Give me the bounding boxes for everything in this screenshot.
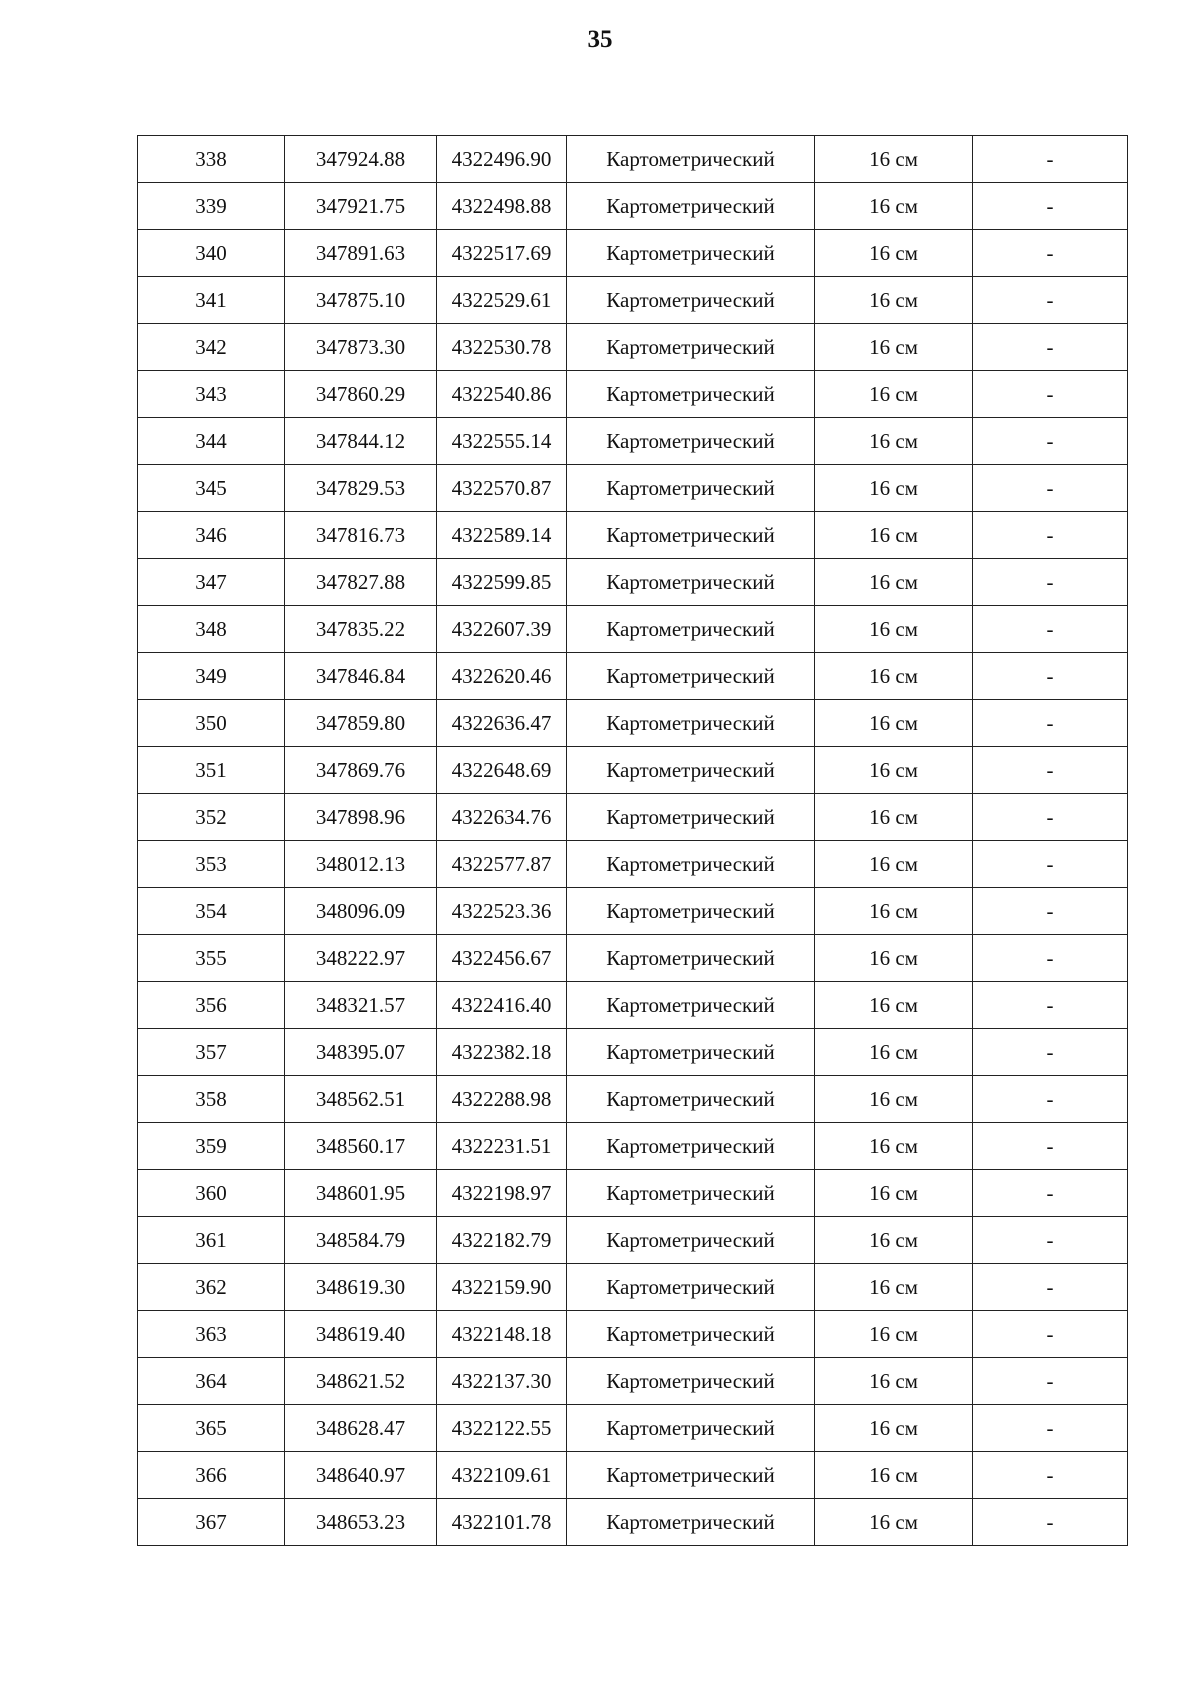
description-cell: -: [973, 700, 1128, 747]
accuracy-cell: 16 см: [815, 1405, 973, 1452]
table-row: [138, 183, 1128, 230]
y-coordinate-cell: 4322529.61: [437, 277, 567, 324]
table-row: [138, 1170, 1128, 1217]
description-cell: -: [973, 183, 1128, 230]
y-coordinate-cell: 4322498.88: [437, 183, 567, 230]
accuracy-cell: 16 см: [815, 1452, 973, 1499]
accuracy-cell: 16 см: [815, 1123, 973, 1170]
table-row: [138, 559, 1128, 606]
accuracy-cell: 16 см: [815, 700, 973, 747]
method-cell: Картометрический: [567, 136, 815, 183]
description-cell: -: [973, 606, 1128, 653]
table-row: [138, 888, 1128, 935]
accuracy-cell: 16 см: [815, 277, 973, 324]
point-number-cell: 362: [138, 1264, 285, 1311]
method-cell: Картометрический: [567, 512, 815, 559]
accuracy-cell: 16 см: [815, 841, 973, 888]
coordinates-table: [137, 135, 1128, 1546]
y-coordinate-cell: 4322530.78: [437, 324, 567, 371]
x-coordinate-cell: 347844.12: [285, 418, 437, 465]
y-coordinate-cell: 4322570.87: [437, 465, 567, 512]
table-row: [138, 324, 1128, 371]
accuracy-cell: 16 см: [815, 1076, 973, 1123]
point-number-cell: 346: [138, 512, 285, 559]
method-cell: Картометрический: [567, 1264, 815, 1311]
point-number-cell: 341: [138, 277, 285, 324]
x-coordinate-cell: 348562.51: [285, 1076, 437, 1123]
method-cell: Картометрический: [567, 794, 815, 841]
method-cell: Картометрический: [567, 324, 815, 371]
x-coordinate-cell: 347859.80: [285, 700, 437, 747]
point-number-cell: 358: [138, 1076, 285, 1123]
accuracy-cell: 16 см: [815, 1029, 973, 1076]
table-row: [138, 418, 1128, 465]
table-row: [138, 935, 1128, 982]
table-row: [138, 794, 1128, 841]
x-coordinate-cell: 347873.30: [285, 324, 437, 371]
accuracy-cell: 16 см: [815, 1264, 973, 1311]
table-row: [138, 1029, 1128, 1076]
x-coordinate-cell: 347835.22: [285, 606, 437, 653]
accuracy-cell: 16 см: [815, 1217, 973, 1264]
x-coordinate-cell: 348621.52: [285, 1358, 437, 1405]
point-number-cell: 339: [138, 183, 285, 230]
accuracy-cell: 16 см: [815, 794, 973, 841]
accuracy-cell: 16 см: [815, 653, 973, 700]
x-coordinate-cell: 347891.63: [285, 230, 437, 277]
method-cell: Картометрический: [567, 888, 815, 935]
table-row: [138, 653, 1128, 700]
y-coordinate-cell: 4322231.51: [437, 1123, 567, 1170]
description-cell: -: [973, 1499, 1128, 1546]
y-coordinate-cell: 4322198.97: [437, 1170, 567, 1217]
y-coordinate-cell: 4322555.14: [437, 418, 567, 465]
point-number-cell: 345: [138, 465, 285, 512]
page-number: 35: [587, 26, 613, 53]
y-coordinate-cell: 4322109.61: [437, 1452, 567, 1499]
x-coordinate-cell: 347827.88: [285, 559, 437, 606]
method-cell: Картометрический: [567, 606, 815, 653]
accuracy-cell: 16 см: [815, 183, 973, 230]
point-number-cell: 349: [138, 653, 285, 700]
point-number-cell: 367: [138, 1499, 285, 1546]
x-coordinate-cell: 348619.30: [285, 1264, 437, 1311]
description-cell: -: [973, 324, 1128, 371]
y-coordinate-cell: 4322648.69: [437, 747, 567, 794]
table-row: [138, 700, 1128, 747]
description-cell: -: [973, 418, 1128, 465]
method-cell: Картометрический: [567, 982, 815, 1029]
method-cell: Картометрический: [567, 1405, 815, 1452]
accuracy-cell: 16 см: [815, 230, 973, 277]
point-number-cell: 344: [138, 418, 285, 465]
description-cell: -: [973, 1405, 1128, 1452]
x-coordinate-cell: 348096.09: [285, 888, 437, 935]
y-coordinate-cell: 4322382.18: [437, 1029, 567, 1076]
description-cell: -: [973, 1217, 1128, 1264]
point-number-cell: 356: [138, 982, 285, 1029]
table-row: [138, 230, 1128, 277]
description-cell: -: [973, 747, 1128, 794]
description-cell: -: [973, 1029, 1128, 1076]
point-number-cell: 355: [138, 935, 285, 982]
x-coordinate-cell: 348584.79: [285, 1217, 437, 1264]
point-number-cell: 342: [138, 324, 285, 371]
method-cell: Картометрический: [567, 700, 815, 747]
accuracy-cell: 16 см: [815, 465, 973, 512]
y-coordinate-cell: 4322182.79: [437, 1217, 567, 1264]
description-cell: -: [973, 277, 1128, 324]
y-coordinate-cell: 4322496.90: [437, 136, 567, 183]
point-number-cell: 365: [138, 1405, 285, 1452]
y-coordinate-cell: 4322636.47: [437, 700, 567, 747]
table-row: [138, 1123, 1128, 1170]
y-coordinate-cell: 4322540.86: [437, 371, 567, 418]
point-number-cell: 351: [138, 747, 285, 794]
point-number-cell: 340: [138, 230, 285, 277]
table-row: [138, 1499, 1128, 1546]
y-coordinate-cell: 4322620.46: [437, 653, 567, 700]
method-cell: Картометрический: [567, 747, 815, 794]
description-cell: -: [973, 1076, 1128, 1123]
accuracy-cell: 16 см: [815, 935, 973, 982]
table-row: [138, 1264, 1128, 1311]
table-row: [138, 1076, 1128, 1123]
method-cell: Картометрический: [567, 1076, 815, 1123]
method-cell: Картометрический: [567, 465, 815, 512]
x-coordinate-cell: 348395.07: [285, 1029, 437, 1076]
y-coordinate-cell: 4322122.55: [437, 1405, 567, 1452]
point-number-cell: 343: [138, 371, 285, 418]
y-coordinate-cell: 4322148.18: [437, 1311, 567, 1358]
accuracy-cell: 16 см: [815, 324, 973, 371]
table-row: [138, 1358, 1128, 1405]
x-coordinate-cell: 347924.88: [285, 136, 437, 183]
description-cell: -: [973, 559, 1128, 606]
y-coordinate-cell: 4322416.40: [437, 982, 567, 1029]
method-cell: Картометрический: [567, 183, 815, 230]
description-cell: -: [973, 136, 1128, 183]
y-coordinate-cell: 4322634.76: [437, 794, 567, 841]
x-coordinate-cell: 348628.47: [285, 1405, 437, 1452]
point-number-cell: 359: [138, 1123, 285, 1170]
accuracy-cell: 16 см: [815, 1170, 973, 1217]
y-coordinate-cell: 4322456.67: [437, 935, 567, 982]
method-cell: Картометрический: [567, 418, 815, 465]
table-row: [138, 371, 1128, 418]
table-row: [138, 465, 1128, 512]
x-coordinate-cell: 347860.29: [285, 371, 437, 418]
accuracy-cell: 16 см: [815, 371, 973, 418]
accuracy-cell: 16 см: [815, 888, 973, 935]
y-coordinate-cell: 4322577.87: [437, 841, 567, 888]
table-row: [138, 606, 1128, 653]
point-number-cell: 338: [138, 136, 285, 183]
coordinates-table-body: [138, 136, 1128, 1546]
table-row: [138, 512, 1128, 559]
x-coordinate-cell: 347898.96: [285, 794, 437, 841]
point-number-cell: 347: [138, 559, 285, 606]
method-cell: Картометрический: [567, 559, 815, 606]
table-row: [138, 1452, 1128, 1499]
x-coordinate-cell: 347846.84: [285, 653, 437, 700]
description-cell: -: [973, 230, 1128, 277]
x-coordinate-cell: 348321.57: [285, 982, 437, 1029]
x-coordinate-cell: 348640.97: [285, 1452, 437, 1499]
accuracy-cell: 16 см: [815, 418, 973, 465]
point-number-cell: 361: [138, 1217, 285, 1264]
point-number-cell: 357: [138, 1029, 285, 1076]
description-cell: -: [973, 841, 1128, 888]
x-coordinate-cell: 348653.23: [285, 1499, 437, 1546]
method-cell: Картометрический: [567, 1499, 815, 1546]
method-cell: Картометрический: [567, 1170, 815, 1217]
description-cell: -: [973, 1358, 1128, 1405]
x-coordinate-cell: 348222.97: [285, 935, 437, 982]
description-cell: -: [973, 1311, 1128, 1358]
point-number-cell: 350: [138, 700, 285, 747]
accuracy-cell: 16 см: [815, 1358, 973, 1405]
table-row: [138, 747, 1128, 794]
accuracy-cell: 16 см: [815, 747, 973, 794]
y-coordinate-cell: 4322159.90: [437, 1264, 567, 1311]
y-coordinate-cell: 4322137.30: [437, 1358, 567, 1405]
method-cell: Картометрический: [567, 371, 815, 418]
y-coordinate-cell: 4322288.98: [437, 1076, 567, 1123]
point-number-cell: 360: [138, 1170, 285, 1217]
table-row: [138, 136, 1128, 183]
point-number-cell: 352: [138, 794, 285, 841]
accuracy-cell: 16 см: [815, 982, 973, 1029]
method-cell: Картометрический: [567, 653, 815, 700]
accuracy-cell: 16 см: [815, 1311, 973, 1358]
x-coordinate-cell: 347816.73: [285, 512, 437, 559]
point-number-cell: 354: [138, 888, 285, 935]
point-number-cell: 363: [138, 1311, 285, 1358]
y-coordinate-cell: 4322523.36: [437, 888, 567, 935]
x-coordinate-cell: 347869.76: [285, 747, 437, 794]
description-cell: -: [973, 1452, 1128, 1499]
method-cell: Картометрический: [567, 277, 815, 324]
point-number-cell: 364: [138, 1358, 285, 1405]
description-cell: -: [973, 982, 1128, 1029]
description-cell: -: [973, 1264, 1128, 1311]
y-coordinate-cell: 4322589.14: [437, 512, 567, 559]
y-coordinate-cell: 4322599.85: [437, 559, 567, 606]
accuracy-cell: 16 см: [815, 559, 973, 606]
method-cell: Картометрический: [567, 1123, 815, 1170]
description-cell: -: [973, 1170, 1128, 1217]
x-coordinate-cell: 347921.75: [285, 183, 437, 230]
method-cell: Картометрический: [567, 1217, 815, 1264]
method-cell: Картометрический: [567, 1029, 815, 1076]
method-cell: Картометрический: [567, 230, 815, 277]
y-coordinate-cell: 4322607.39: [437, 606, 567, 653]
accuracy-cell: 16 см: [815, 136, 973, 183]
method-cell: Картометрический: [567, 841, 815, 888]
table-row: [138, 277, 1128, 324]
method-cell: Картометрический: [567, 1452, 815, 1499]
x-coordinate-cell: 348012.13: [285, 841, 437, 888]
description-cell: -: [973, 465, 1128, 512]
x-coordinate-cell: 347829.53: [285, 465, 437, 512]
method-cell: Картометрический: [567, 1358, 815, 1405]
x-coordinate-cell: 348560.17: [285, 1123, 437, 1170]
description-cell: -: [973, 888, 1128, 935]
description-cell: -: [973, 935, 1128, 982]
method-cell: Картометрический: [567, 1311, 815, 1358]
accuracy-cell: 16 см: [815, 512, 973, 559]
accuracy-cell: 16 см: [815, 606, 973, 653]
point-number-cell: 348: [138, 606, 285, 653]
y-coordinate-cell: 4322101.78: [437, 1499, 567, 1546]
x-coordinate-cell: 348601.95: [285, 1170, 437, 1217]
table-row: [138, 841, 1128, 888]
table-row: [138, 1405, 1128, 1452]
table-row: [138, 1311, 1128, 1358]
x-coordinate-cell: 348619.40: [285, 1311, 437, 1358]
x-coordinate-cell: 347875.10: [285, 277, 437, 324]
description-cell: -: [973, 794, 1128, 841]
point-number-cell: 353: [138, 841, 285, 888]
description-cell: -: [973, 512, 1128, 559]
accuracy-cell: 16 см: [815, 1499, 973, 1546]
description-cell: -: [973, 653, 1128, 700]
description-cell: -: [973, 1123, 1128, 1170]
table-row: [138, 1217, 1128, 1264]
y-coordinate-cell: 4322517.69: [437, 230, 567, 277]
description-cell: -: [973, 371, 1128, 418]
table-row: [138, 982, 1128, 1029]
point-number-cell: 366: [138, 1452, 285, 1499]
method-cell: Картометрический: [567, 935, 815, 982]
